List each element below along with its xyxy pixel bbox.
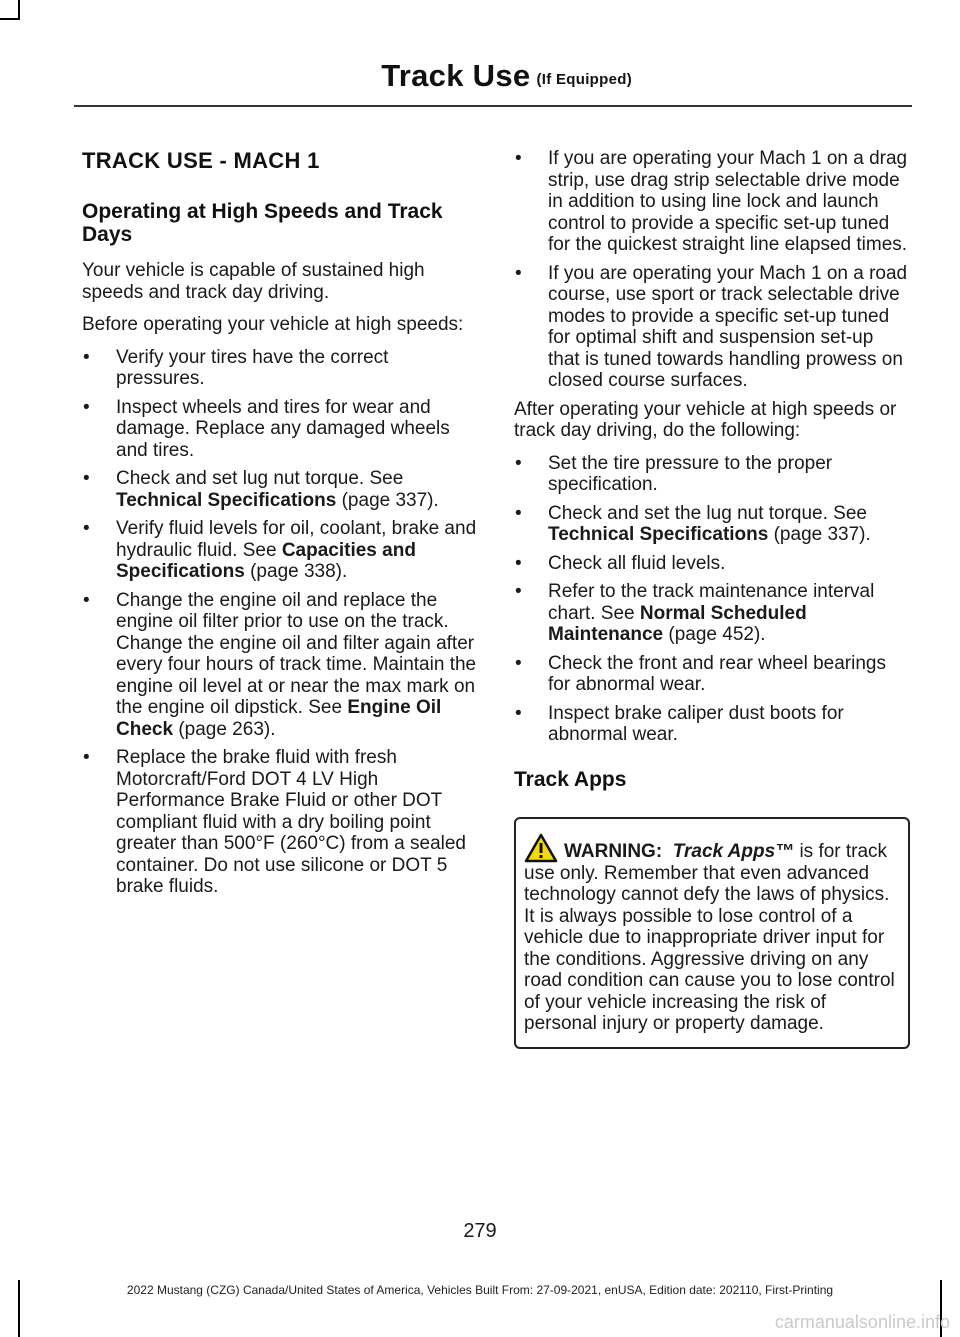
warning-box bbox=[514, 817, 910, 1049]
watermark: carmanualsonline.info bbox=[774, 1312, 950, 1332]
cross-reference-link[interactable]: Technical Specifications bbox=[548, 524, 769, 545]
mode-list bbox=[514, 148, 910, 392]
list-item: • Set the tire pressure to the proper specification. bbox=[515, 452, 833, 495]
warning-label: WARNING: bbox=[564, 840, 663, 862]
header-divider bbox=[74, 105, 912, 107]
before-list bbox=[82, 347, 478, 898]
warning-triangle-icon bbox=[524, 833, 558, 863]
bullet: • bbox=[83, 346, 90, 368]
list-item: • Check and set lug nut torque. See Technical Specifications (page 337). bbox=[83, 468, 439, 511]
bullet: • bbox=[83, 518, 90, 539]
intro-paragraph: Your vehicle is capable of sustained high speeds and track day driving. bbox=[82, 260, 425, 303]
bullet: • bbox=[515, 452, 522, 474]
left-column bbox=[82, 136, 478, 905]
page-number: 279 bbox=[463, 1220, 497, 1242]
bullet: • bbox=[515, 581, 522, 602]
list-item: • If you are operating your Mach 1 on a road course, use sport or track selectable drive modes to provide a specific set-up tuned for optimal shift and suspension set-up that is tuned towards handling prowess on closed course surfaces. bbox=[515, 262, 908, 391]
after-paragraph: After operating your vehicle at high speeds or track day driving, do the following: bbox=[514, 398, 897, 441]
right-column bbox=[514, 148, 910, 1049]
after-list bbox=[514, 453, 910, 746]
crop-mark-top-left-h bbox=[0, 18, 20, 20]
crop-mark-top-left bbox=[18, 0, 20, 18]
footer-edition: 2022 Mustang (CZG) Canada/United States of America, Vehicles Built From: 27-09-2021, enUSA, Edition date: 202110, First-Printing bbox=[126, 1283, 834, 1297]
list-item: • Verify fluid levels for oil, coolant, brake and hydraulic fluid. See Capacities and Specifications (page 338). bbox=[83, 518, 477, 582]
track-apps-heading: Track Apps bbox=[514, 767, 627, 791]
cross-reference-link[interactable]: Capacities and Specifications bbox=[116, 539, 416, 582]
bullet: • bbox=[83, 747, 90, 768]
list-item: • If you are operating your Mach 1 on a drag strip, use drag strip selectable drive mode in addition to using line lock and launch control to provide a specific set-up tuned for the quickest straight line elapsed times. bbox=[515, 148, 908, 255]
bullet: • bbox=[83, 396, 90, 418]
bullet: • bbox=[515, 552, 522, 574]
list-item: • Replace the brake fluid with fresh Motorcraft/Ford DOT 4 LV High Performance Brake Fluid or other DOT compliant fluid with a dry boiling point greater than 500°F (260°C) from a sealed container. Do not use silicone or DOT 5 brake fluids. bbox=[83, 747, 466, 897]
bullet: • bbox=[515, 502, 522, 524]
header-title: Track Use bbox=[381, 58, 531, 93]
list-item: • Check and set the lug nut torque. See Technical Specifications (page 337). bbox=[515, 502, 871, 545]
bullet: • bbox=[515, 148, 522, 169]
section-title: TRACK USE - MACH 1 bbox=[82, 148, 320, 173]
before-paragraph: Before operating your vehicle at high speeds: bbox=[82, 314, 464, 335]
list-item: • Check all fluid levels. bbox=[515, 552, 726, 574]
bullet: • bbox=[83, 468, 90, 489]
bullet: • bbox=[515, 262, 522, 284]
operating-heading: Operating at High Speeds and Track Days bbox=[82, 200, 443, 246]
list-item: • Inspect wheels and tires for wear and damage. Replace any damaged wheels and tires. bbox=[83, 396, 450, 461]
list-item: • Check the front and rear wheel bearings for abnormal wear. bbox=[515, 652, 886, 695]
list-item: • Change the engine oil and replace the engine oil filter prior to use on the track. Change the engine oil and filter again after every four hours of track time. Maintain the engine oil level at or near the max mark on the engine oil dipstick. See Engine Oil Check (page 263). bbox=[83, 589, 477, 740]
cross-reference-link[interactable]: Normal Scheduled Maintenance bbox=[548, 602, 807, 645]
bullet: • bbox=[83, 589, 90, 611]
page-header bbox=[381, 58, 632, 94]
header-subtitle: (If Equipped) bbox=[536, 71, 632, 88]
list-item: • Verify your tires have the correct pressures. bbox=[83, 346, 389, 389]
warning-product: Track Apps™ bbox=[672, 840, 795, 862]
cross-reference-link[interactable]: Engine Oil Check bbox=[116, 697, 442, 740]
cross-reference-link[interactable]: Technical Specifications bbox=[116, 489, 337, 511]
bullet: • bbox=[515, 652, 522, 674]
bullet: • bbox=[515, 702, 522, 724]
warning-text: is for track use only. Remember that even advanced technology cannot defy the laws of physics. It is always possible to lose control of a vehicle due to inappropriate driver input for the conditions. Aggressive driving on any road condition can cause you to lose control of your vehicle increasing the risk of personal injury or property damage. bbox=[524, 840, 895, 1034]
list-item: • Inspect brake caliper dust boots for abnormal wear. bbox=[515, 702, 844, 745]
list-item: • Refer to the track maintenance interval chart. See Normal Scheduled Maintenance (page 452). bbox=[515, 581, 875, 645]
